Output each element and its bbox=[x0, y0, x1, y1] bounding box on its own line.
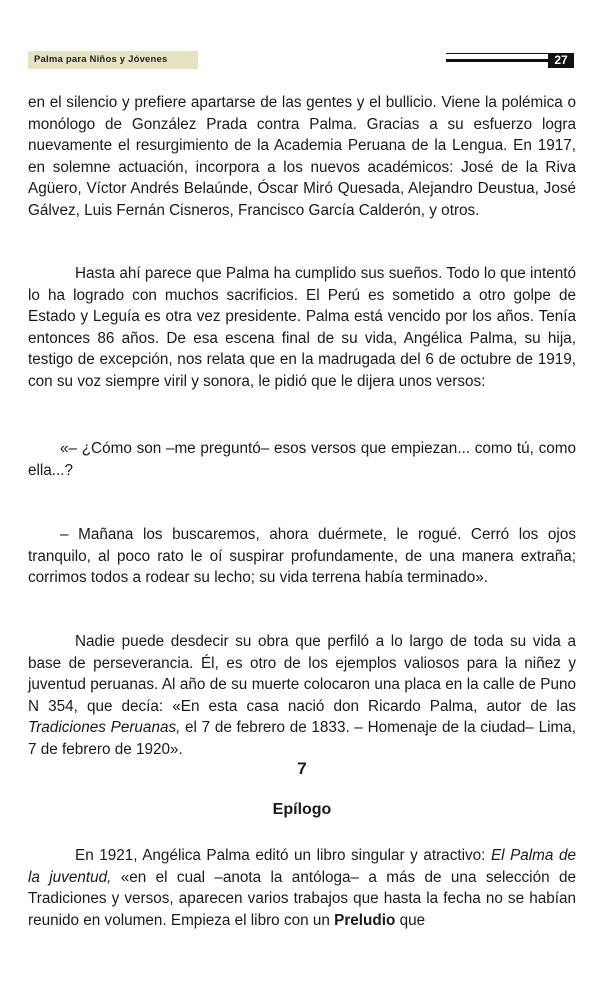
page-number: 27 bbox=[548, 53, 574, 68]
paragraph-5-part-b: 354, que decía: «En esta casa nació don Ricardo Palma, autor de las bbox=[39, 697, 576, 715]
paragraph-1 bbox=[28, 92, 576, 222]
paragraph-6 bbox=[28, 845, 576, 931]
paragraph-6-part-a: En 1921, Angélica Palma editó un libro singular y atractivo: bbox=[75, 847, 491, 864]
paragraph-2 bbox=[28, 263, 576, 393]
paragraph-5-text bbox=[28, 631, 576, 761]
paragraph-5-part-c: el 7 de febrero de 1833. – Homenaje de la ciudad– Lima, 7 de febrero de 1920». bbox=[28, 719, 576, 758]
quote-paragraph-1-text: «– ¿Cómo son –me preguntó– esos versos que empiezan... como tú, como ella...? bbox=[28, 440, 576, 479]
paragraph-1-text: en el silencio y prefiere apartarse de las gentes y el bullicio. Viene la polémica o monólogo de González Prada contra Palma. Gracias a su esfuerzo logra nuevamente el resurgimiento de la Academia Peruana de la Lengua. En 1917, en solemne actuación, incorpora a los nuevos académicos: José de la Riva Agüero, Víctor Andrés Belaúnde, Óscar Miró Quesada, Alejandro Deustua, José Gálvez, Luis Fernán Cisneros, Francisco García Calderón, y otros. bbox=[28, 94, 576, 219]
header-title: Palma para Niños y Jóvenes bbox=[34, 54, 168, 65]
running-header bbox=[28, 51, 574, 71]
paragraph-5 bbox=[28, 631, 576, 761]
paragraph-6-part-b: «en el cual –anota la antóloga– a más de una selección de Tradiciones y versos, aparecen varios trabajos que hasta la fecha no se habían reunido en volumen. Empieza el libro con un bbox=[28, 868, 576, 929]
chapter-number: 7 bbox=[297, 759, 307, 778]
book-title-italic: Tradiciones Peruanas, bbox=[28, 719, 181, 737]
chapter-title: Epílogo bbox=[272, 801, 332, 818]
paragraph-6-text bbox=[28, 845, 576, 931]
header-title-box bbox=[28, 51, 198, 69]
paragraph-5-part-a: Nadie puede desdecir su obra que perfiló a lo largo de toda su vida a base de perseverancia. Él, es otro de los ejemplos valiosos para la niñez y juventud peruanas. Al año de su muerte colocaron una placa en la calle de Puno N bbox=[28, 633, 576, 715]
preludio-bold: Preludio bbox=[334, 911, 396, 929]
book-title-italic-2: El Palma de la juventud, bbox=[28, 847, 576, 886]
paragraph-2-text: Hasta ahí parece que Palma ha cumplido sus sueños. Todo lo que intentó lo ha logrado con muchos sacrificios. El Perú es sometido a otro golpe de Estado y Leguía es otra vez presidente. Palma está vencido por los años. Tenía entonces 86 años. De esa escena final de su vida, Angélica Palma, su hija, testigo de excepción, nos relata que en la madrugada del 6 de octubre de 1919, con su voz siempre viril y sonora, le pidió que le dijera unos versos: bbox=[28, 265, 576, 390]
quote-paragraph-1 bbox=[28, 438, 576, 481]
quote-paragraph-2-text: – Mañana los buscaremos, ahora duérmete, le rogué. Cerró los ojos tranquilo, al poco rato le oí suspirar profundamente, de una manera extraña; corrimos todos a rodear su lecho; su vida terrena había terminado». bbox=[28, 526, 576, 587]
quote-paragraph-2 bbox=[28, 524, 576, 589]
paragraph-6-part-c: que bbox=[395, 911, 426, 929]
